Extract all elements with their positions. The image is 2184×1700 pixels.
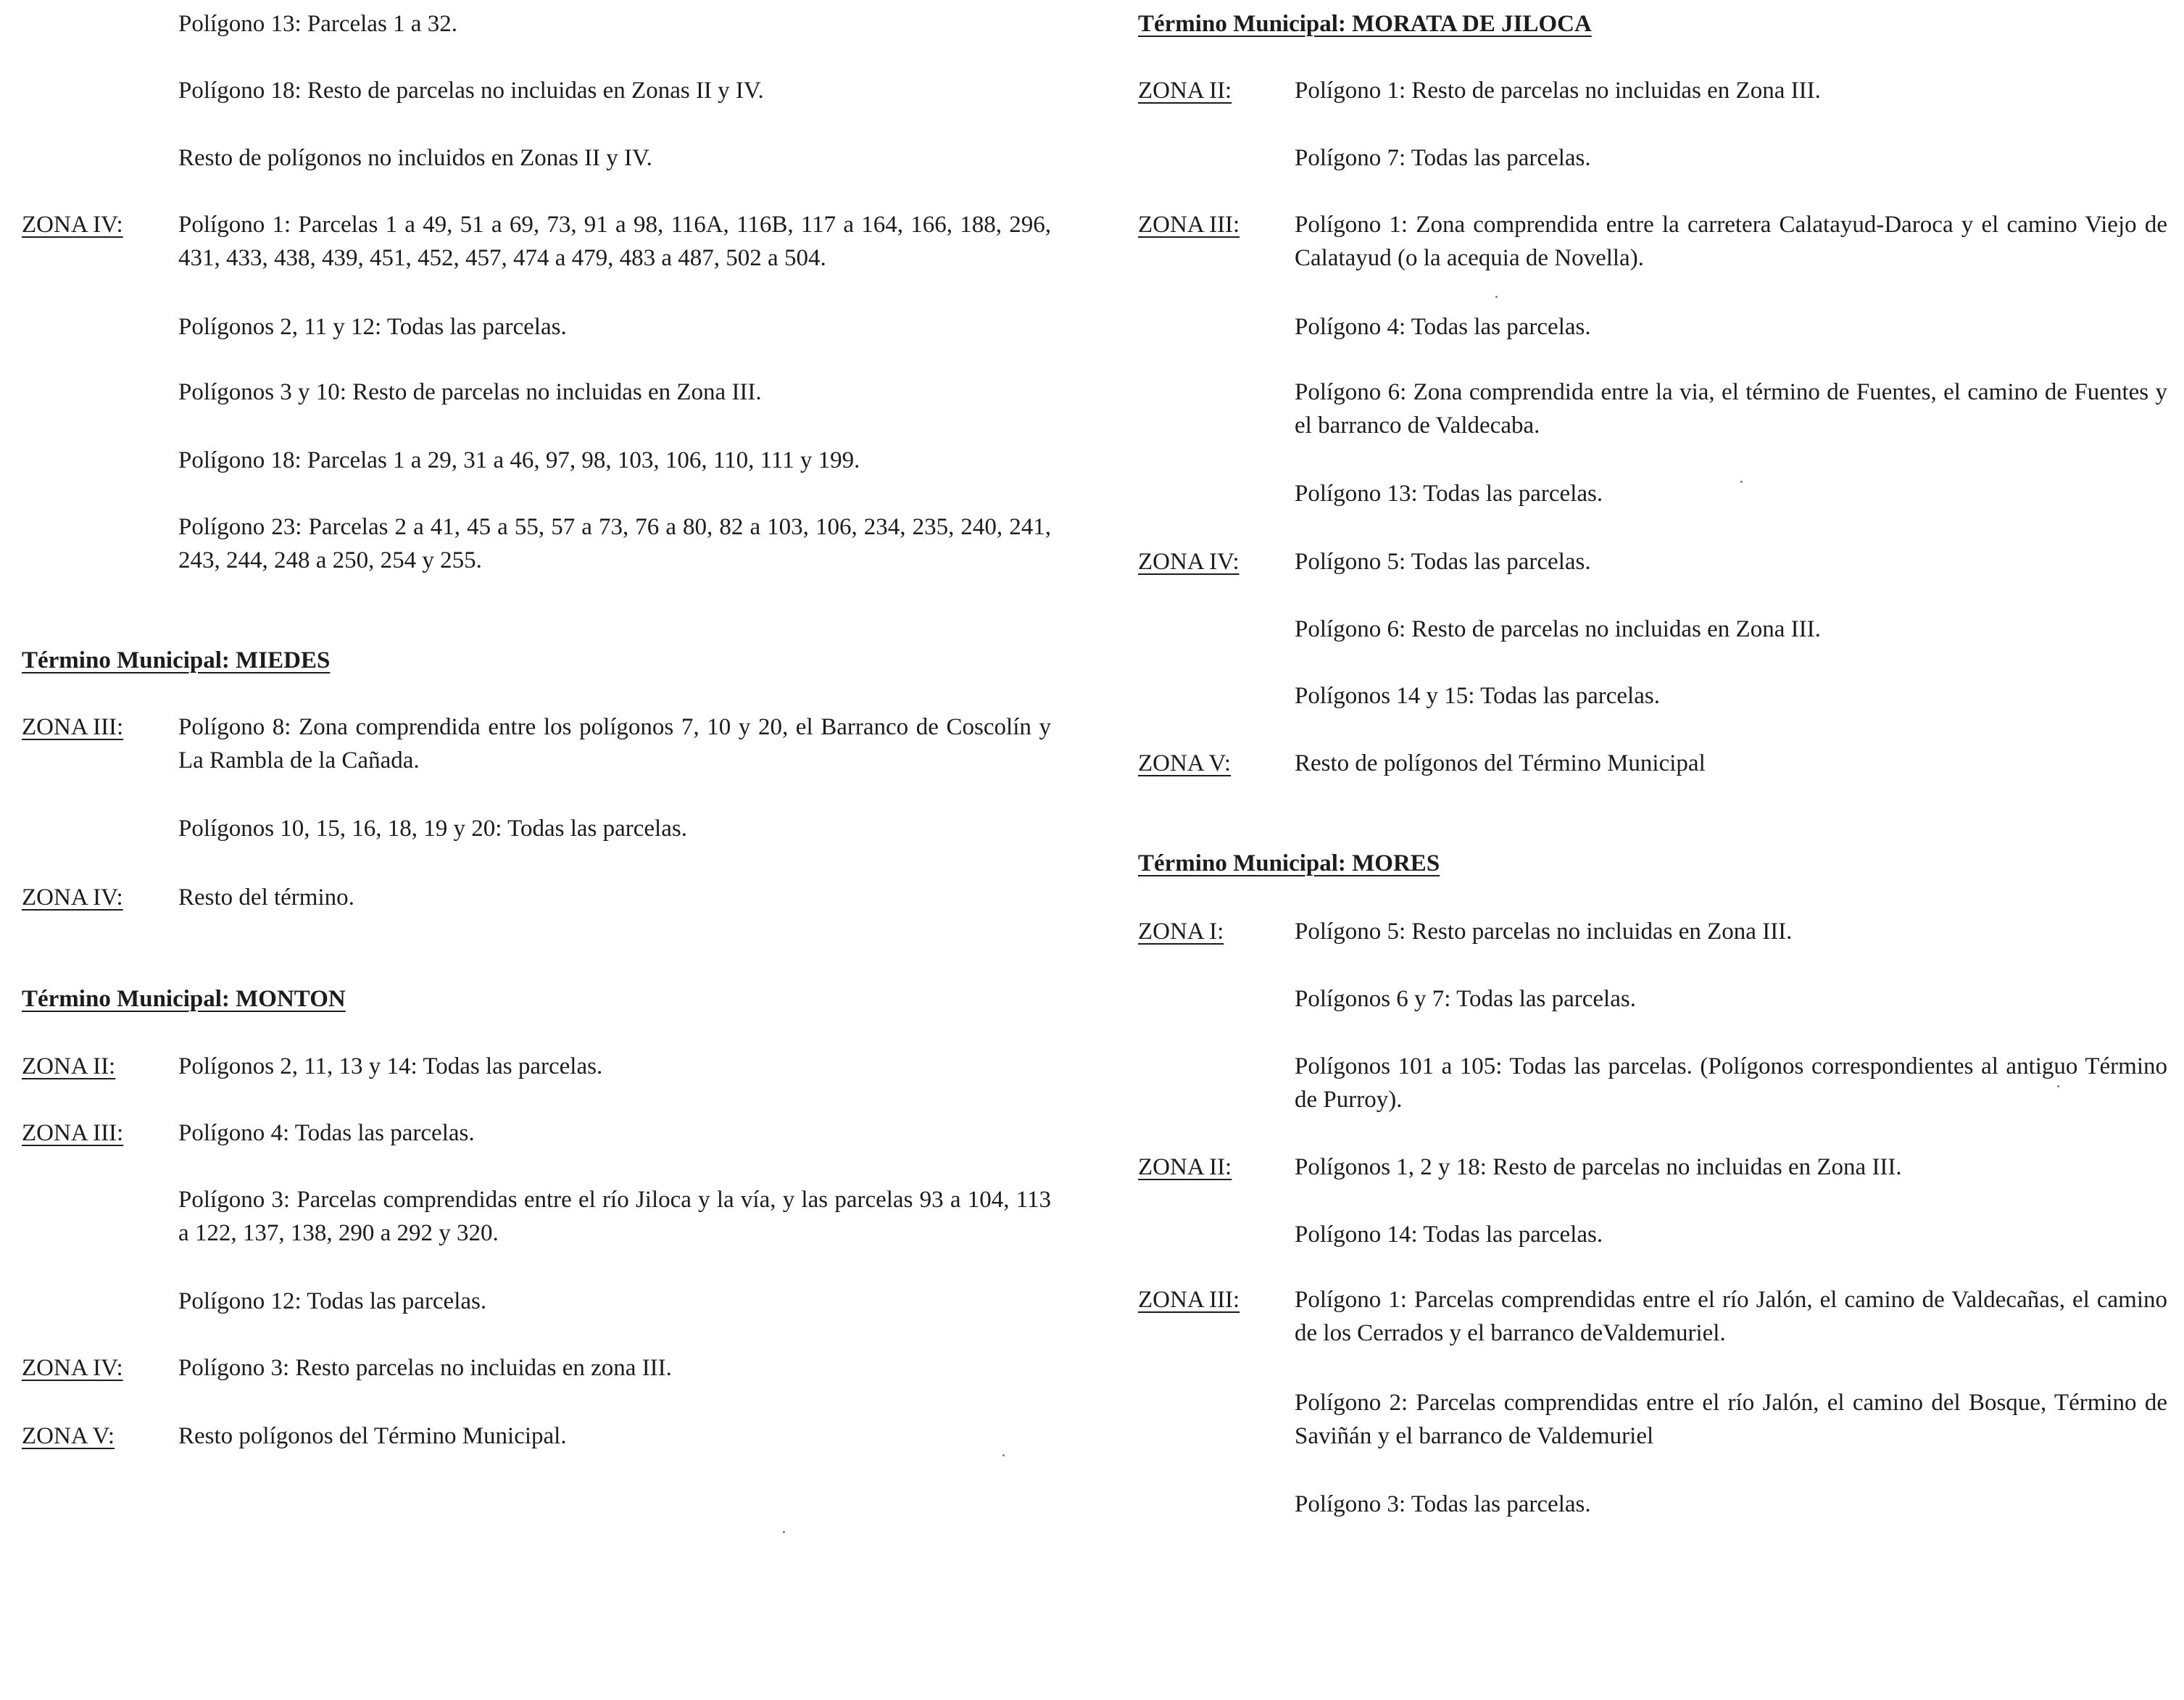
municipality-heading: Término Municipal: MIEDES	[22, 647, 331, 673]
entry-text: Polígono 1: Zona comprendida entre la carretera Calatayud-Daroca y el camino Viejo de Calatayud (o la acequia de Novella).	[1295, 212, 2167, 271]
entry-text: Polígono 3: Todas las parcelas.	[1295, 1491, 1591, 1517]
scan-speck	[2057, 1085, 2059, 1087]
scan-speck	[783, 1531, 785, 1533]
zone-label: ZONA I:	[1138, 919, 1224, 945]
zone-label: ZONA III:	[1138, 1287, 1240, 1313]
entry-text: Polígono 4: Todas las parcelas.	[1295, 314, 1591, 340]
entry-text: Polígonos 6 y 7: Todas las parcelas.	[1295, 986, 1636, 1012]
zone-label: ZONA II:	[1138, 1154, 1232, 1180]
zone-label: ZONA IV:	[22, 212, 123, 238]
entry-text: Polígono 18: Parcelas 1 a 29, 31 a 46, 97, 98, 103, 106, 110, 111 y 199.	[178, 447, 860, 473]
zone-label: ZONA III:	[22, 1120, 124, 1146]
entry-text: Polígono 13: Todas las parcelas.	[1295, 481, 1603, 507]
entry-text: Polígono 14: Todas las parcelas.	[1295, 1222, 1603, 1248]
entry-text: Polígono 4: Todas las parcelas.	[178, 1120, 475, 1146]
zone-label: ZONA IV:	[22, 1355, 123, 1381]
entry-text: Polígonos 10, 15, 16, 18, 19 y 20: Todas las parcelas.	[178, 816, 687, 842]
zone-label: ZONA V:	[22, 1423, 115, 1449]
entry-text: Polígonos 1, 2 y 18: Resto de parcelas no incluidas en Zona III.	[1295, 1154, 1902, 1180]
entry-text: Polígonos 3 y 10: Resto de parcelas no incluidas en Zona III.	[178, 379, 762, 405]
entry-text: Polígono 2: Parcelas comprendidas entre el río Jalón, el camino del Bosque, Término de Saviñán y el barranco de Valdemuriel	[1295, 1390, 2167, 1449]
entry-text: Polígono 1: Parcelas comprendidas entre el río Jalón, el camino de Valdecañas, el camino de los Cerrados y el barranco deValdemuriel.	[1295, 1287, 2167, 1346]
entry-text: Polígono 18: Resto de parcelas no incluidas en Zonas II y IV.	[178, 78, 764, 104]
entry-text: Polígono 7: Todas las parcelas.	[1295, 145, 1591, 171]
zone-label: ZONA V:	[1138, 750, 1232, 776]
municipality-heading: Término Municipal: MONTON	[22, 986, 346, 1012]
entry-text: Polígonos 14 y 15: Todas las parcelas.	[1295, 683, 1660, 709]
entry-text: Polígono 3: Parcelas comprendidas entre el río Jiloca y la vía, y las parcelas 93 a 104, 113 a 122, 137, 138, 290 a 292 y 320.	[178, 1187, 1051, 1246]
zone-label: ZONA III:	[22, 714, 124, 740]
entry-text: Polígono 6: Resto de parcelas no incluidas en Zona III.	[1295, 616, 1821, 642]
entry-text: Polígono 23: Parcelas 2 a 41, 45 a 55, 57 a 73, 76 a 80, 82 a 103, 106, 234, 235, 240, 241, 243, 244, 248 a 250, 254 y 255.	[178, 514, 1051, 573]
municipality-heading: Término Municipal: MORATA DE JILOCA	[1138, 11, 1592, 37]
entry-text: Polígono 6: Zona comprendida entre la via, el término de Fuentes, el camino de Fuentes y el barranco de Valdecaba.	[1295, 379, 2167, 439]
entry-text: Polígonos 101 a 105: Todas las parcelas. (Polígonos correspondientes al antiguo Término de Purroy).	[1295, 1053, 2167, 1113]
zone-label: ZONA IV:	[1138, 549, 1240, 575]
entry-text: Polígonos 2, 11 y 12: Todas las parcelas.	[178, 314, 567, 340]
scan-speck	[1495, 296, 1498, 298]
entry-text: Resto polígonos del Término Municipal.	[178, 1423, 567, 1449]
entry-text: Polígono 5: Todas las parcelas.	[1295, 549, 1591, 575]
zone-label: ZONA IV:	[22, 884, 123, 911]
zone-label: ZONA II:	[1138, 78, 1232, 104]
entry-text: Polígono 3: Resto parcelas no incluidas en zona III.	[178, 1355, 672, 1381]
scan-speck	[1740, 481, 1743, 483]
scan-speck	[1002, 1454, 1005, 1456]
municipality-heading: Término Municipal: MORES	[1138, 850, 1440, 876]
entry-text: Resto de polígonos del Término Municipal	[1295, 750, 1706, 776]
zone-label: ZONA III:	[1138, 212, 1240, 238]
entry-text: Polígonos 2, 11, 13 y 14: Todas las parcelas.	[178, 1053, 603, 1079]
entry-text: Resto de polígonos no incluidos en Zonas II y IV.	[178, 145, 652, 171]
entry-text: Polígono 5: Resto parcelas no incluidas en Zona III.	[1295, 919, 1793, 945]
zone-label: ZONA II:	[22, 1053, 116, 1079]
entry-text: Polígono 8: Zona comprendida entre los polígonos 7, 10 y 20, el Barranco de Coscolín y La Rambla de la Cañada.	[178, 714, 1051, 774]
entry-text: Polígono 12: Todas las parcelas.	[178, 1288, 487, 1314]
entry-text: Resto del término.	[178, 884, 354, 911]
entry-text: Polígono 13: Parcelas 1 a 32.	[178, 11, 457, 37]
entry-text: Polígono 1: Parcelas 1 a 49, 51 a 69, 73, 91 a 98, 116A, 116B, 117 a 164, 166, 188, 296, 431, 433, 438, 439, 451, 452, 457, 474 a 479, 483 a 487, 502 a 504.	[178, 212, 1051, 271]
entry-text: Polígono 1: Resto de parcelas no incluidas en Zona III.	[1295, 78, 1821, 104]
